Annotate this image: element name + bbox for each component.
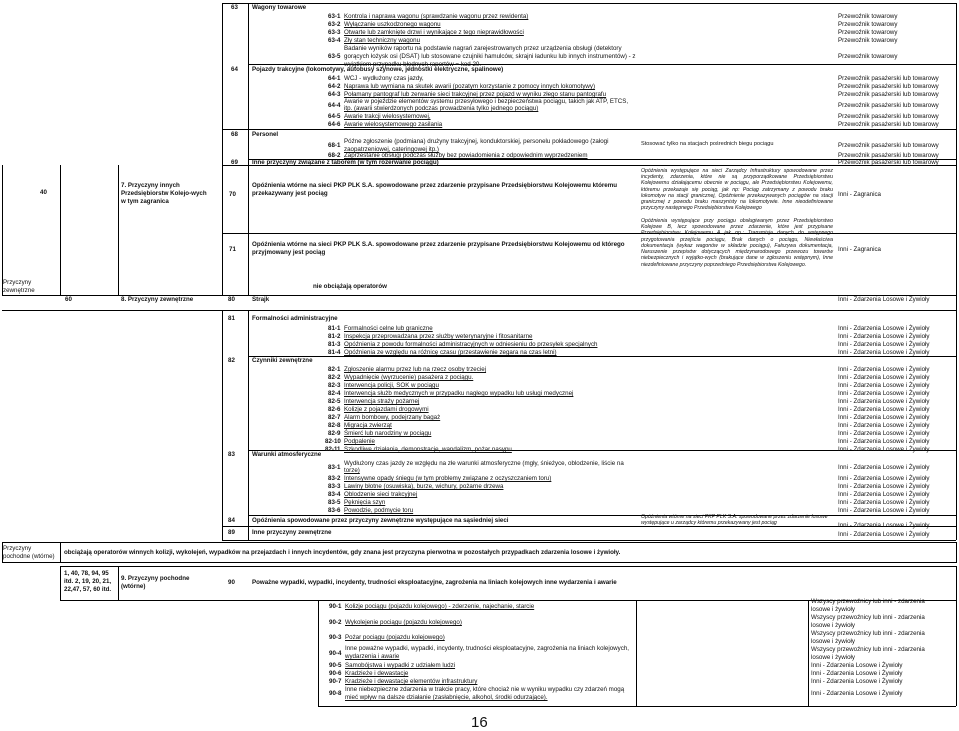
row-text: Zaprzestanie obsługi podczas służby bez powiadomienia z odpowiednim wyprzedzeniem bbox=[344, 152, 588, 159]
row-text-line: mieć wpływ na dalsze działanie (zasłabnięcie, alkohol, środki odurzające). bbox=[345, 694, 548, 701]
row-responsible: Inni - Zdarzenia Losowe i Żywioły bbox=[838, 382, 930, 389]
row-text: Śmierć lub narodziny w pociągu bbox=[344, 430, 432, 437]
row-responsible: Inni - Zdarzenia Losowe i Żywioły bbox=[838, 507, 930, 514]
row-responsible: Inni - Zdarzenia Losowe i Żywioły bbox=[838, 430, 930, 437]
row-text-line: Badanie wyników raportu na podstawie nagrań zarejestrowanych przez urządzenia obsługi (detektory bbox=[344, 45, 622, 52]
row-responsible-line: losowe i żywioły bbox=[811, 606, 856, 613]
row-text: Interwencja służb medycznych w przypadku nagłego wypadku lub usługi medycznej bbox=[344, 390, 574, 397]
row-text: Kontrola i naprawa wagonu (sprawdzanie wagonu przez rewidenta) bbox=[344, 13, 529, 20]
row-text: Migracja zwierząt bbox=[344, 422, 392, 429]
group-number: 82 bbox=[228, 357, 235, 364]
row-text-line: wydarzenia i awarie bbox=[345, 653, 400, 660]
row-code: 81-4 bbox=[328, 349, 341, 356]
row-text: Wyłączanie uszkodzonego wagonu bbox=[344, 21, 441, 28]
row-code: 90-2 bbox=[329, 619, 342, 626]
row-responsible: Inni - Zdarzenia Losowe i Żywioły bbox=[838, 475, 930, 482]
group-title-line: przekazywany jest pociąg bbox=[252, 190, 328, 197]
operators-note: nie obciążają operatorów bbox=[313, 283, 387, 290]
row-text: Pęknięcia szyn bbox=[344, 499, 386, 506]
row-responsible: Inni - Zdarzenia Losowe i Żywioły bbox=[838, 422, 930, 429]
row-responsible: Inni - Zdarzenia Losowe i Żywioły bbox=[838, 438, 930, 445]
group-title-line: Opóźnienia wtórne na sieci PKP PLK S.A. spowodowane przez zdarzenie przypisane Przedsiębiorstwu Kolejowemu od którego bbox=[252, 241, 625, 248]
row-text: Formalności celne lub graniczne bbox=[344, 325, 433, 332]
row-code: 64-5 bbox=[328, 113, 341, 120]
row-responsible: Przewoźnik pasażerski lub towarowy bbox=[838, 152, 939, 159]
group-title: Opóźnienia spowodowane przez przyczyny zewnętrzne występujące na sąsiedniej sieci bbox=[252, 517, 509, 524]
row-code: 64-4 bbox=[328, 102, 341, 109]
row-code: 68-1 bbox=[328, 142, 341, 149]
row-code: 82-9 bbox=[328, 430, 341, 437]
row-text: Kolizje z pojazdami drogowymi bbox=[344, 406, 429, 413]
row-code: 83-4 bbox=[328, 491, 341, 498]
page-number: 16 bbox=[471, 714, 488, 731]
row-code: 81-2 bbox=[328, 333, 341, 340]
group-number: 89 bbox=[228, 529, 235, 536]
row-text: Inspekcja przeprowadzana przez służby weterynaryjne i fitosanitarne bbox=[344, 333, 533, 340]
row-code: 64-6 bbox=[328, 121, 341, 128]
row-responsible: Inni - Zdarzenia Losowe i Żywioły bbox=[838, 446, 930, 453]
row-code: 90-6 bbox=[329, 670, 342, 677]
row-note: Stosować tylko na stacjach pośrednich biegu pociągu bbox=[641, 141, 774, 147]
row-responsible-line: Wszyscy przewoźnicy lub inni - zdarzenia bbox=[811, 646, 925, 653]
row-text: Intensywne opady śniegu (w tym problemy związane z oczyszczaniem toru) bbox=[344, 475, 552, 482]
row-responsible-line: Wszyscy przewoźnicy lub inni - zdarzenia bbox=[811, 598, 925, 605]
group-number: 84 bbox=[228, 517, 235, 524]
row-text: Opóźnienia ze względu na różnicę czasu (przestawienie zegara na czas letni) bbox=[344, 349, 557, 356]
row-responsible: Inni - Zdarzenia Losowe i Żywioły bbox=[838, 483, 930, 490]
section-title-line: 7. Przyczyny innych bbox=[121, 182, 180, 189]
section-codes-line: 1, 40, 78, 94, 95 bbox=[64, 570, 109, 577]
row-text-line: itp. (awarii stwierdzonych podczas prowadzenia tylko jednego pociągu) bbox=[344, 105, 539, 112]
row-text-line: zaopatrzeniowej, cateringowej itp.) bbox=[344, 146, 439, 153]
row-text: Zgłoszenie alarmu przez lub na rzecz osoby trzeciej bbox=[344, 366, 487, 373]
group-number: 90 bbox=[228, 579, 235, 586]
row-text-line: Awarie w pojeździe elementów systemu przesyłowego i bezpieczeństwa pociągu, takich jak ATP, ETCS, bbox=[344, 98, 629, 105]
row-text: Oblodzenie sieci trakcyjnej bbox=[344, 491, 418, 498]
row-responsible-line: losowe i żywioły bbox=[811, 622, 856, 629]
row-text-line: torze) bbox=[344, 467, 360, 474]
group-title: Strajk bbox=[252, 296, 270, 303]
row-responsible: Inni - Zdarzenia Losowe i Żywioły bbox=[838, 325, 930, 332]
section-title-line: w tym zagranica bbox=[121, 198, 169, 205]
side-label-line: zewnętrzne bbox=[3, 287, 35, 294]
row-responsible: Inni - Zdarzenia Losowe i Żywioły bbox=[838, 522, 930, 529]
row-code: 82-7 bbox=[328, 414, 341, 421]
row-code: 83-5 bbox=[328, 499, 341, 506]
row-code: 81-3 bbox=[328, 341, 341, 348]
row-text: WCJ - wydłużony czas jazdy, bbox=[344, 75, 424, 82]
group-title: Personel bbox=[252, 131, 279, 138]
group-number: 64 bbox=[231, 66, 238, 73]
row-text: Powodzie, podmycie toru bbox=[344, 507, 414, 514]
row-code: 83-2 bbox=[328, 475, 341, 482]
row-code: 90-5 bbox=[329, 662, 342, 669]
row-responsible: Inni - Zdarzenia Losowe i Żywioły bbox=[838, 341, 930, 348]
group-number: 80 bbox=[228, 296, 235, 303]
row-text: Zły stan techniczny wagonu bbox=[344, 37, 421, 44]
row-text-line: Pożar pociągu (pojazdu kolejowego) bbox=[345, 634, 445, 641]
group-number: 71 bbox=[229, 246, 236, 253]
row-text-line: gorących łożysk osi (DSAT) lub stosowane czujniki hamulców, skrajni ładunku lub innych instrumentów) - z bbox=[344, 53, 636, 60]
row-code: 63-5 bbox=[328, 53, 341, 60]
row-responsible: Przewoźnik pasażerski lub towarowy bbox=[838, 75, 939, 82]
group-note: Opóźnienia wtórne na sieci PKP PLK S.A. spowodowane przez zdarzenie losowe występujące u zarządcy któremu przekazywany jest pociąg bbox=[641, 514, 828, 527]
row-responsible: Inni - Zdarzenia Losowe i Żywioły bbox=[838, 366, 930, 373]
group-number: 70 bbox=[229, 191, 236, 198]
row-responsible-line: Wszyscy przewoźnicy lub inni - zdarzenia bbox=[811, 614, 925, 621]
row-code: 82-8 bbox=[328, 422, 341, 429]
row-responsible: Inni - Zdarzenia Losowe i Żywioły bbox=[838, 349, 930, 356]
group-number: 68 bbox=[231, 131, 238, 138]
group-title: Warunki atmosferyczne bbox=[252, 451, 322, 458]
row-text: Podpalenie bbox=[344, 438, 375, 445]
group-title-line: przyjmowany jest pociąg bbox=[252, 249, 326, 256]
row-responsible: Przewoźnik pasażerski lub towarowy bbox=[838, 91, 939, 98]
row-responsible-line: Wszyscy przewoźnicy lub inni - zdarzenia bbox=[811, 630, 925, 637]
band-label-line: pochodne (wtórne) bbox=[3, 553, 55, 560]
band-text: obciążają operatorów winnych kolizji, wykolejeń, wypadków na przejazdach i innych incydentów, gdy znana jest przyczyna pierwotna w pozostałych przypadkach zdarzenia losowe i żywioły. bbox=[64, 549, 621, 556]
row-responsible: Inni - Zdarzenia Losowe i Żywioły bbox=[838, 531, 930, 538]
row-code: 90-3 bbox=[329, 634, 342, 641]
row-text-line: Inne poważne wypadki, wypadki, incydenty, trudności eksploatacyjne, zagrożenia na liniach kolejowych, bbox=[345, 645, 629, 652]
row-text: Alarm bombowy, podejrzany bagaż bbox=[344, 414, 441, 421]
row-responsible: Inni - Zdarzenia Losowe i Żywioły bbox=[838, 374, 930, 381]
row-code: 83-6 bbox=[328, 507, 341, 514]
row-responsible: Przewoźnik pasażerski lub towarowy bbox=[838, 102, 939, 109]
row-responsible: Inni - Zdarzenia Losowe i Żywioły bbox=[838, 406, 930, 413]
row-code: 82-4 bbox=[328, 390, 341, 397]
row-text-line: Kolizje pociągu (pojazdu kolejowego) - zderzenie, najechanie, starcie bbox=[345, 603, 535, 610]
row-responsible: Inni - Zagranica bbox=[838, 191, 881, 198]
side-label-line: Przyczyny bbox=[3, 279, 32, 286]
band-label-line: Przyczyny bbox=[3, 545, 32, 552]
row-responsible: Przewoźnik towarowy bbox=[838, 37, 898, 44]
row-code: 63-3 bbox=[328, 29, 341, 36]
section-title-line: 9. Przyczyny pochodne bbox=[121, 575, 190, 582]
row-responsible-line: Inni - Zdarzenia Losowe i Żywioły bbox=[811, 678, 903, 685]
row-responsible: Inni - Zdarzenia Losowe i Żywioły bbox=[838, 333, 930, 340]
row-text-line: Inne niebezpieczne zdarzenia w trakcie pracy, które chociaż nie w wyniku wypadku czy zdarzeń mogą bbox=[345, 686, 625, 693]
row-responsible-line: Inni - Zdarzenia Losowe i Żywioły bbox=[811, 690, 903, 697]
section-title-line: (wtórne) bbox=[121, 583, 146, 590]
row-responsible: Inni - Zagranica bbox=[838, 246, 881, 253]
group-title: Czynniki zewnętrzne bbox=[252, 357, 313, 364]
row-code: 64-3 bbox=[328, 91, 341, 98]
group-title: Inne przyczyny zewnętrzne bbox=[252, 529, 332, 536]
section-title-line: Przedsiębiorstw Kolejo-wych bbox=[121, 190, 207, 197]
row-text: Wypadnięcie (wyrzucenie) pasażera z pociągu. bbox=[344, 374, 474, 381]
row-responsible: Inni - Zdarzenia Losowe i Żywioły bbox=[838, 398, 930, 405]
row-code: 64-1 bbox=[328, 75, 341, 82]
row-responsible: Przewoźnik towarowy bbox=[838, 21, 898, 28]
row-responsible: Przewoźnik towarowy bbox=[838, 53, 898, 60]
row-text: Połamany pantograf lub zerwanie sieci trakcyjnej przez pojazd w wyniku złego stanu pantografu bbox=[344, 91, 607, 98]
row-text-line: Późne zgłoszenie (podmiana) drużyny trakcyjnej, konduktorskiej, personelu pokładowego (załogi bbox=[344, 138, 609, 145]
row-code: 82-5 bbox=[328, 398, 341, 405]
row-code: 63-2 bbox=[328, 21, 341, 28]
section-codes-line: 22,47, 57, 60 itd. bbox=[64, 586, 112, 593]
row-text: Interwencja straży pożarnej bbox=[344, 398, 420, 405]
row-code: 82-2 bbox=[328, 374, 341, 381]
row-responsible: Przewoźnik towarowy bbox=[838, 29, 898, 36]
section-codes-line: itd. 2, 19, 20, 21, bbox=[64, 578, 112, 585]
row-responsible-line: Inni - Zdarzenia Losowe i Żywioły bbox=[811, 670, 903, 677]
row-text: Otwarte lub zamknięte drzwi i wynikające z tego nieprawidłowości bbox=[344, 29, 524, 36]
row-code: 90-7 bbox=[329, 678, 342, 685]
row-responsible: Przewoźnik pasażerski lub towarowy bbox=[838, 113, 939, 120]
row-text: Lawiny błotne (osuwiska), burze, wichury, pożarne drzewa bbox=[344, 483, 504, 490]
row-code: 82-6 bbox=[328, 406, 341, 413]
row-responsible-line: Inni - Zdarzenia Losowe i Żywioły bbox=[811, 662, 903, 669]
row-text: Awarie wielosystemowego zasilania bbox=[344, 121, 443, 128]
row-code: 82-1 bbox=[328, 366, 341, 373]
row-responsible: Przewoźnik pasażerski lub towarowy bbox=[838, 142, 939, 149]
row-text-line: wyjątkiem przypadku błędnych raportów = kod 20. bbox=[344, 61, 482, 68]
row-responsible: Przewoźnik pasażerski lub towarowy bbox=[838, 121, 939, 128]
group-title: Poważne wypadki, wypadki, incydenty, trudności eksploatacyjne, zagrożenia na liniach kolejowych inne wydarzenia i awarie bbox=[252, 579, 617, 586]
row-text: Szkodliwe działania, demonstracje, wandalizm, pożar nasypu bbox=[344, 446, 512, 453]
group-number: 69 bbox=[231, 159, 238, 166]
row-code: 90-8 bbox=[329, 690, 342, 697]
group-number: 63 bbox=[231, 4, 238, 11]
row-responsible-line: losowe i żywioły bbox=[811, 638, 856, 645]
row-text: Opóźnienia z powodu formalności administracyjnych w odniesieniu do przesyłek specjalnych bbox=[344, 341, 598, 348]
row-text-line: Kradzieże i dewastacje bbox=[345, 670, 409, 677]
section-number: 60 bbox=[65, 296, 72, 303]
group-note: Opóźnienia występujące przy pociągu obsługiwanym przez Przedsiębiorstwo Kolejowe B, lecz spowodowane przez zdarzenie, które jest przypisane Przedsiębiorstwu Kolejowemu A jak np.: Transmisja danych do wstępnego przygotowania przejścia pociągu, Brak danych o pociągu, Niewłaściwa dokumentacja (wykaz wagonów w składzie pociągu), Fałszywa dokumentacja, Naruszenie przepisów dotyczących międzynarodowego przewozu towarów niebezpiecznych i wyjątko-wych (brakujące dane w zgłoszeniu wstępnym), Inne niezdefiniowane przyczyny poprzedniego Przedsiębiorstwa Kolejowego. bbox=[641, 218, 833, 268]
section-number: 40 bbox=[40, 189, 47, 196]
group-note: Opóźnienia występujące na sieci Zarządcy Infrastruktury spowodowane przez incydenty, zdarzenia, które nie są przyporządkowane Przedsiębiorstwu Kolejowemu działającemu obecnie w pociągu, ale Przedsiębiorstwu Kolejowemu, któremu przekazuje się pociąg, jak np: Pociąg zatrzymany z powodu braku lokomotyw na stacji granicznej, Opóźnienie przekazywanych pociągów na stacji granicznej z powodu braku maszynisty na lokomotywie. Inne nieodefiniowane przyczyny następnego Przedsiębiorstwa Kolejowego bbox=[641, 168, 833, 212]
row-responsible: Przewoźnik pasażerski lub towarowy bbox=[838, 83, 939, 90]
row-text-line: Samobójstwa i wypadki z udziałem ludzi bbox=[345, 662, 456, 669]
row-responsible: Inni - Zdarzenia Losowe i Żywioły bbox=[838, 390, 930, 397]
row-code: 90-4 bbox=[329, 650, 342, 657]
row-responsible: Przewoźnik pasażerski lub towarowy bbox=[838, 159, 939, 166]
row-text-line: Wykolejenie pociągu (pojazdu kolejowego) bbox=[345, 619, 462, 626]
row-text-line: Wydłużony czas jazdy ze względu na złe warunki atmosferyczne (mgły, śnieżyce, oblodzenie, liście na bbox=[344, 460, 624, 467]
row-responsible: Inni - Zdarzenia Losowe i Żywioły bbox=[838, 296, 930, 303]
row-responsible: Przewoźnik towarowy bbox=[838, 13, 898, 20]
row-responsible: Inni - Zdarzenia Losowe i Żywioły bbox=[838, 499, 930, 506]
row-text-line: Kradzieże i dewastacje elementów infrastruktury bbox=[345, 678, 478, 685]
group-title: Pojazdy trakcyjne (lokomotywy, autobusy szynowe, jednostki elektryczne, spalinowe) bbox=[252, 66, 504, 73]
row-text: Naprawa lub wymiana na skutek awarii (pozatym korzystanie z pomocy innych lokomotywy) bbox=[344, 83, 596, 90]
group-title-line: Opóźnienia wtórne na sieci PKP PLK S.A. spowodowane przez zdarzenie przypisane Przedsiębiorstwu Kolejowemu któremu bbox=[252, 182, 618, 189]
row-code: 64-2 bbox=[328, 83, 341, 90]
row-code: 82-3 bbox=[328, 382, 341, 389]
row-code: 81-1 bbox=[328, 325, 341, 332]
group-title: Formalności administracyjne bbox=[252, 315, 338, 322]
section-title: 8. Przyczyny zewnętrzne bbox=[121, 296, 194, 303]
row-code: 63-1 bbox=[328, 13, 341, 20]
row-code: 90-1 bbox=[329, 603, 342, 610]
row-code: 63-4 bbox=[328, 37, 341, 44]
row-code: 68-2 bbox=[328, 152, 341, 159]
row-responsible-line: losowe i żywioły bbox=[811, 654, 856, 661]
row-text: Awarie trakcji wielosystemowej, bbox=[344, 113, 431, 120]
row-code: 82-11 bbox=[325, 446, 341, 453]
row-text: Interwencja policji, SOK w pociągu bbox=[344, 382, 439, 389]
group-title: Inne przyczyny związane z taborem (w tym rozerwanie pociągu) bbox=[252, 159, 439, 166]
row-responsible: Inni - Zdarzenia Losowe i Żywioły bbox=[838, 491, 930, 498]
row-responsible: Inni - Zdarzenia Losowe i Żywioły bbox=[838, 414, 930, 421]
row-code: 83-1 bbox=[328, 464, 341, 471]
group-title: Wagony towarowe bbox=[252, 4, 307, 11]
row-code: 83-3 bbox=[328, 483, 341, 490]
group-number: 81 bbox=[228, 315, 235, 322]
row-responsible: Inni - Zdarzenia Losowe i Żywioły bbox=[838, 464, 930, 471]
row-code: 82-10 bbox=[325, 438, 341, 445]
group-number: 83 bbox=[228, 451, 235, 458]
